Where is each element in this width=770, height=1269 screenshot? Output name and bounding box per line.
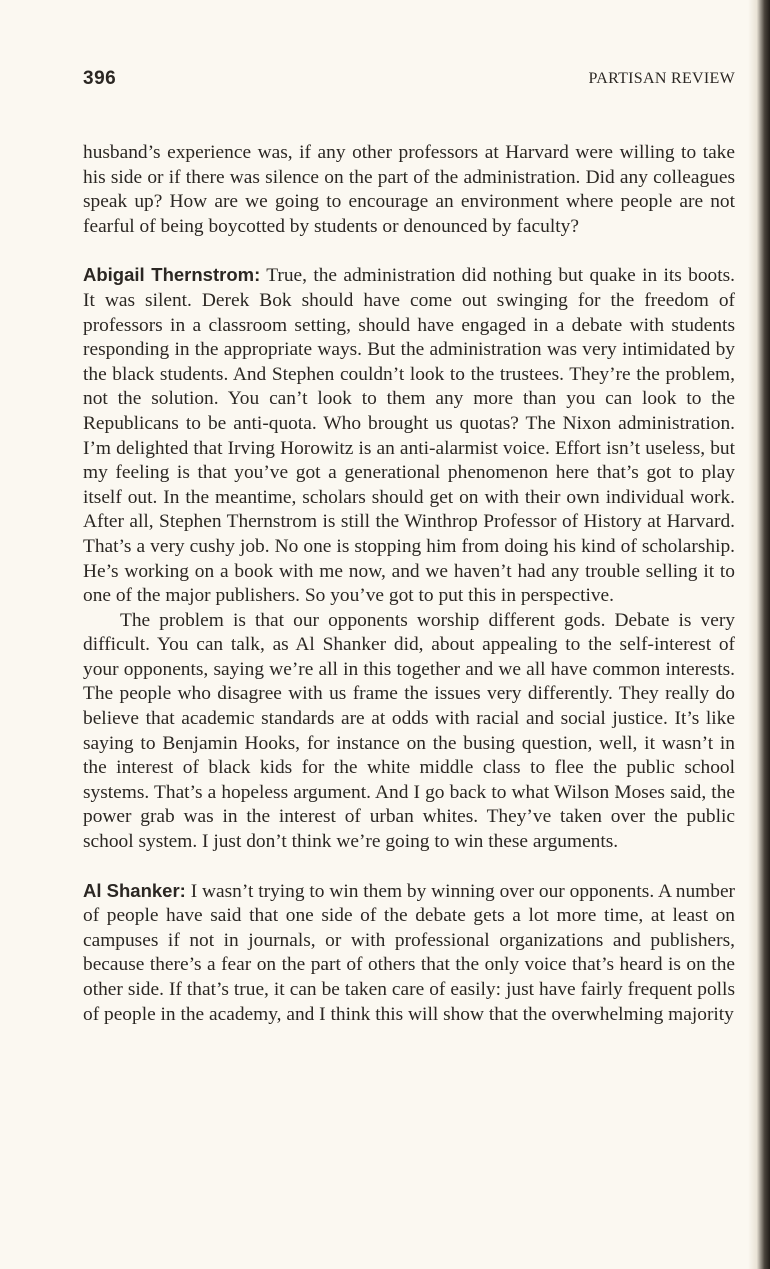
speech-text: True, the administration did nothing but quake in its boots. It was silent. Derek Bok should have come out swinging for the freedom of professors in a classroom setting, should have engaged in a debate with students responding in the appropriate ways. But the administration was very intimidated by the black students. And Stephen couldn’t look to the trustees. They’re the problem, not the solution. You can’t look to them any more than you can look to the Republicans to be anti-quota. Who brought us quotas? The Nixon administration. I’m delighted that Irving Horowitz is an anti-alarmist voice. Effort isn’t useless, but my feeling is that you’ve got a generational phenomenon here that’s got to play itself out. In the meantime, scholars should get on with their own individual work. After all, Stephen Thernstrom is still the Winthrop Professor of History at Harvard. That’s a very cushy job. No one is stopping him from doing his kind of scholarship. He’s working on a book with me now, and we haven’t had any trouble selling it to one of the major publishers. So you’ve got to put this in perspective. bbox=[83, 265, 736, 607]
speaker-name: Abigail Thernstrom: bbox=[83, 264, 261, 286]
speech-shanker bbox=[83, 879, 735, 1028]
continued-paragraph: husband’s experience was, if any other professors at Harvard were willing to take his side or if there was silence on the part of the administration. Did any colleagues speak up? How are we going to encourage an environment where people are not fearful of being boycotted by students or denounced by faculty? bbox=[83, 142, 735, 237]
page-gutter-shadow bbox=[748, 0, 770, 1269]
speech-text: I wasn’t trying to win them by winning over our opponents. A number of people have said that one side of the debate gets a lot more time, at least on campuses if not in journals, or with professional organizations and publishers, because there’s a fear on the part of others that the only voice that’s heard is on the other side. If that’s true, it can be taken care of easily: just have fairly frequent polls of people in the academy, and I think this will show that the overwhelming majority bbox=[83, 880, 736, 1025]
journal-title: PARTISAN REVIEW bbox=[588, 70, 735, 87]
running-head bbox=[83, 68, 735, 94]
body-text bbox=[83, 141, 735, 1027]
page-number: 396 bbox=[83, 68, 117, 89]
speaker-name: Al Shanker: bbox=[83, 879, 186, 901]
speech-thernstrom bbox=[83, 263, 735, 608]
paragraph: The problem is that our opponents worship different gods. Debate is very difficult. You can talk, as Al Shanker did, about appealing to the self-interest of your opponents, saying we’re all in this together and we all have common interests. The people who disagree with us frame the issues very differently. They really do believe that academic standards are at odds with racial and social justice. It’s like saying to Benjamin Hooks, for instance on the busing question, well, it wasn’t in the interest of black kids for the white middle class to flee the public school systems. That’s a hopeless argument. And I go back to what Wilson Moses said, the power grab was in the interest of urban whites. They’ve taken over the public school system. I just don’t think we’re going to win these arguments. bbox=[83, 609, 735, 853]
